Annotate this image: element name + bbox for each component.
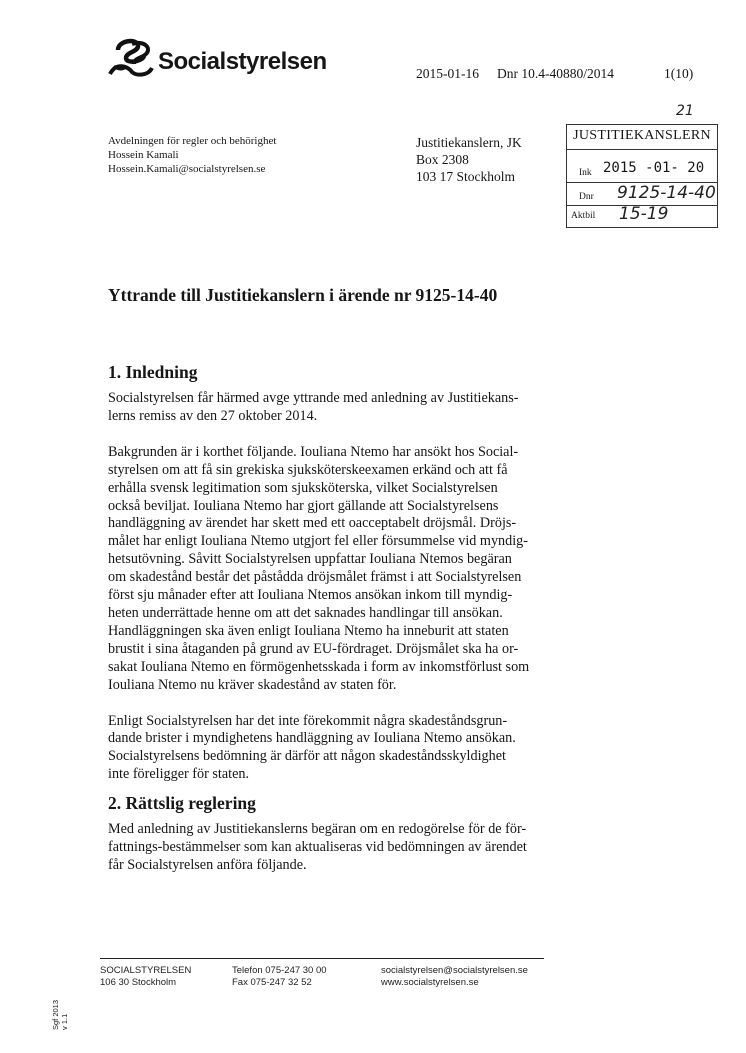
footer-org-address: 106 30 Stockholm bbox=[100, 977, 177, 988]
footer-email-link[interactable]: socialstyrelsen@socialstyrelsen.se bbox=[381, 965, 528, 976]
footer-phone bbox=[232, 965, 327, 989]
section-body-inledning bbox=[108, 390, 548, 784]
footer-web bbox=[381, 965, 528, 989]
footer-fax: Fax 075-247 32 52 bbox=[232, 977, 312, 988]
recipient-block bbox=[416, 134, 522, 185]
document-title: Yttrande till Justitiekanslern i ärende nr 9125-14-40 bbox=[108, 285, 498, 305]
handwritten-mark: 21 bbox=[676, 103, 694, 119]
paragraph: Med anledning av Justitiekanslerns begäran om en redogörelse för de för- fattnings-bestämmelser som kan aktualiseras vid bedömningen av ärendet får Socialstyrelsen anföra följande. bbox=[108, 821, 527, 873]
sender-name: Hossein Kamali bbox=[108, 149, 179, 161]
sender-department: Avdelningen för regler och behörighet bbox=[108, 135, 277, 147]
footer-website-link[interactable]: www.socialstyrelsen.se bbox=[381, 977, 479, 988]
page-number: 1(10) bbox=[664, 66, 694, 81]
section-body-rattslig-reglering bbox=[108, 821, 548, 875]
stamp-dnr-handwritten: 9125-14-40 bbox=[617, 183, 716, 203]
stamp-aktbil-handwritten: 15-19 bbox=[619, 204, 669, 224]
stamp-ink-row bbox=[567, 150, 717, 183]
socialstyrelsen-logo bbox=[108, 36, 327, 78]
stamp-ink-date: 2015 -01- 20 bbox=[603, 160, 705, 176]
form-code: Sgf 2013 bbox=[51, 999, 60, 1030]
footer-org bbox=[100, 965, 191, 989]
paragraph: Socialstyrelsen får härmed avge yttrande med anledning av Justitiekans- lerns remiss av den 27 oktober 2014. bbox=[108, 390, 519, 424]
stamp-ink-label: Ink bbox=[579, 168, 592, 178]
paragraph: Enligt Socialstyrelsen har det inte förekommit några skadeståndsgrun- dande brister i myndighetens handläggning av Iouliana Ntemo ansökan. Socialstyrelsens bedömning är därför att någon skadeståndsskyldighet inte föreligger för staten. bbox=[108, 712, 516, 783]
recipient-city: 103 17 Stockholm bbox=[416, 169, 516, 184]
recipient-name: Justitiekanslern, JK bbox=[416, 135, 522, 150]
form-version-label bbox=[51, 1000, 69, 1030]
sender-email: Hossein.Kamali@socialstyrelsen.se bbox=[108, 163, 266, 175]
document-dnr: Dnr 10.4-40880/2014 bbox=[497, 66, 614, 81]
brand-name: Socialstyrelsen bbox=[158, 48, 327, 75]
stamp-dnr-label: Dnr bbox=[579, 192, 594, 202]
document-date: 2015-01-16 bbox=[416, 66, 479, 81]
recipient-box: Box 2308 bbox=[416, 152, 469, 167]
stamp-title: JUSTITIEKANSLERN bbox=[567, 125, 717, 150]
sender-block bbox=[108, 134, 276, 176]
footer-telephone: Telefon 075-247 30 00 bbox=[232, 965, 327, 976]
form-version: v 1.1 bbox=[60, 1013, 69, 1030]
footer-divider bbox=[100, 958, 544, 959]
stamp-aktbil-label: Aktbil bbox=[571, 211, 596, 221]
stamp-dnr-row bbox=[567, 183, 717, 206]
footer-org-name: SOCIALSTYRELSEN bbox=[100, 965, 192, 976]
paragraph: Bakgrunden är i korthet följande. Iouliana Ntemo har ansökt hos Social- styrelsen om att få sin grekiska sjuksköterskeexamen erkänd och att få erhålla svensk legitimation som sjuksköterska, vilket Socialstyrelsen också beviljat. Iouliana Ntemo har gjort gällande att Socialstyrelsens handläggning av ärendet har skett med ett oacceptabelt dröjsmål. Dröjs- målet har enligt Iouliana Ntemo utgjort fel eller försummelse vid myndig- hetsutövning. Såvitt Socialstyrelsen uppfattar Iouliana Ntemos begäran om skadestånd består det påstådda dröjsmålet främst i att Socialstyrelsen först sju månader efter att Iouliana Ntemos ansökan inkom till myndig- heten underrättade henne om att det saknades handlingar till ansökan. Handläggningen ska även enligt Iouliana Ntemo ha inneburit att staten brustit i sina åtaganden på grund av EU-fördraget. Dröjsmålet ska ha or- sakat Iouliana Ntemo en förmögenhetsskada i form av inkomstförlust som Iouliana Ntemo nu kräver skadestånd av staten för. bbox=[108, 443, 530, 693]
section-heading-rattslig-reglering: 2. Rättslig reglering bbox=[108, 793, 256, 813]
received-stamp bbox=[566, 124, 718, 228]
section-heading-inledning: 1. Inledning bbox=[108, 362, 198, 382]
stamp-aktbil-row bbox=[567, 206, 717, 226]
socialstyrelsen-emblem-icon bbox=[108, 36, 154, 78]
